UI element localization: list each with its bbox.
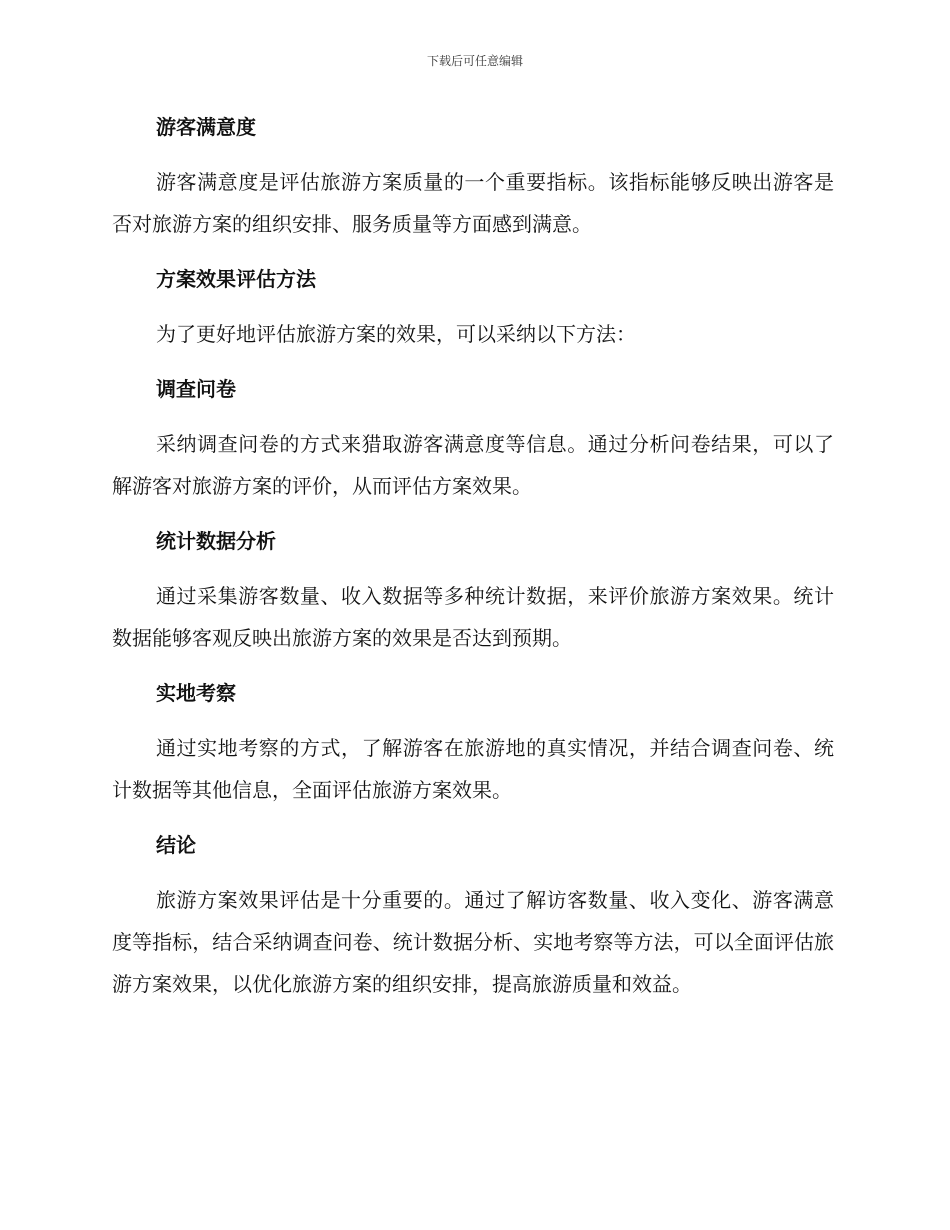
paragraph-visitor-satisfaction: 游客满意度是评估旅游方案质量的一个重要指标。该指标能够反映出游客是否对旅游方案的组织安排、服务质量等方面感到满意。 (112, 170, 834, 236)
document-body (112, 106, 834, 1005)
section-heading-visitor-satisfaction: 游客满意度 (156, 115, 256, 139)
paragraph-conclusion: 旅游方案效果评估是十分重要的。通过了解访客数量、收入变化、游客满意度等指标，结合采纳调查问卷、统计数据分析、实地考察等方法，可以全面评估旅游方案效果，以优化旅游方案的组织安排，提高旅游质量和效益。 (112, 888, 834, 996)
page-header-note: 下载后可任意编辑 (426, 54, 523, 68)
paragraph-field-investigation: 通过实地考察的方式，了解游客在旅游地的真实情况，并结合调查问卷、统计数据等其他信息，全面评估旅游方案效果。 (112, 736, 834, 802)
paragraph-statistical-analysis: 通过采集游客数量、收入数据等多种统计数据，来评价旅游方案效果。统计数据能够客观反映出旅游方案的效果是否达到预期。 (112, 584, 834, 650)
section-heading-questionnaire: 调查问卷 (156, 377, 236, 401)
section-heading-conclusion: 结论 (156, 833, 196, 857)
section-heading-evaluation-methods: 方案效果评估方法 (156, 267, 316, 291)
section-heading-statistical-analysis: 统计数据分析 (156, 529, 276, 553)
paragraph-questionnaire: 采纳调查问卷的方式来猎取游客满意度等信息。通过分析问卷结果，可以了解游客对旅游方案的评价，从而评估方案效果。 (112, 432, 834, 498)
paragraph-evaluation-methods: 为了更好地评估旅游方案的效果，可以采纳以下方法： (156, 322, 636, 346)
section-heading-field-investigation: 实地考察 (156, 681, 236, 705)
